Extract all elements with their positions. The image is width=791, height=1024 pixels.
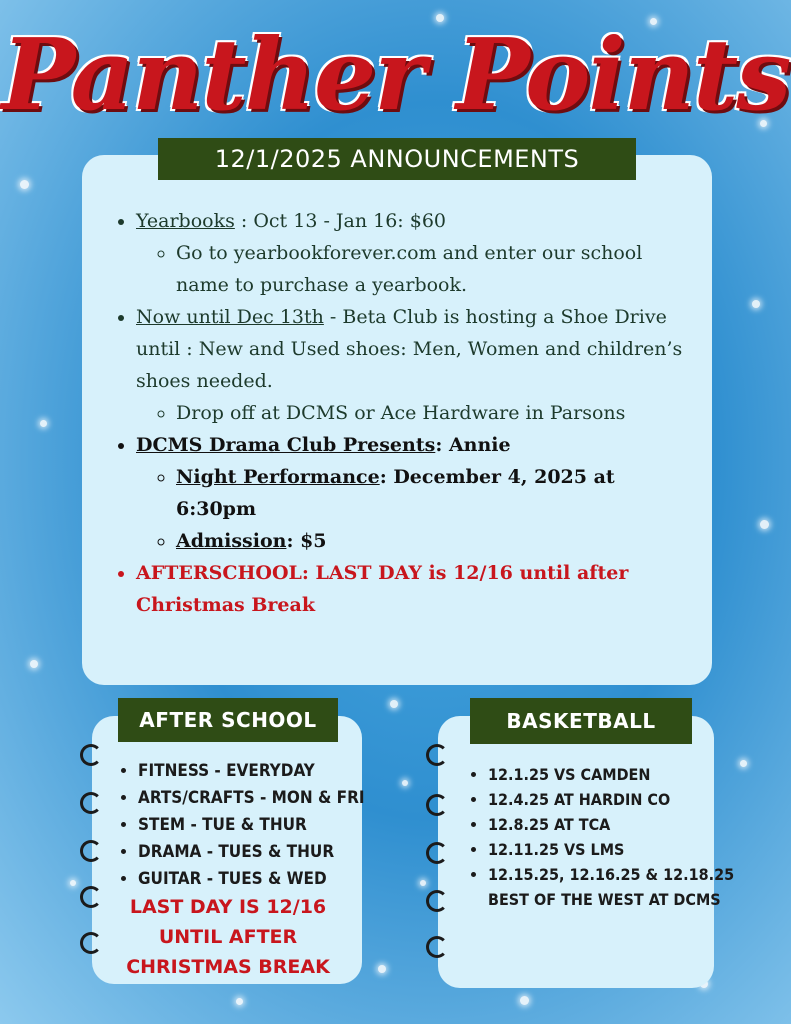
list-item [176, 397, 700, 429]
snow-sparkle [752, 300, 760, 308]
yearbooks-text: : Oct 13 - Jan 16: $60 [234, 210, 447, 232]
drama-label: DCMS Drama Club Presents [136, 434, 436, 456]
ring-binder-icon [80, 744, 102, 766]
list-item: • 12.15.25, 12.16.25 & 12.18.25 BEST OF THE WEST AT DCMS [488, 862, 738, 912]
list-item [176, 461, 700, 525]
after-school-note: LAST DAY IS 12/16 UNTIL AFTER CHRISTMAS BREAK [126, 896, 330, 978]
ring-binder-icon [80, 840, 102, 862]
list-item: • 12.11.25 VS LMS [488, 837, 738, 862]
snow-sparkle [378, 965, 386, 973]
shoe-drive-sub: Drop off at DCMS or Ace Hardware in Parsons [176, 402, 626, 424]
list-item [136, 429, 700, 557]
list-item [136, 557, 700, 621]
ring-binder-icon [80, 792, 102, 814]
night-performance-text: : December 4, 2025 at 6:30pm [176, 466, 615, 520]
snow-sparkle [20, 180, 29, 189]
basketball-list [462, 762, 738, 912]
list-item [176, 525, 700, 557]
ring-binder-icon [80, 886, 102, 908]
list-item [136, 301, 700, 429]
date-banner: 12/1/2025 ANNOUNCEMENTS [158, 138, 636, 180]
snow-sparkle [420, 880, 426, 886]
announcements-list [100, 205, 700, 621]
list-item [136, 205, 700, 301]
basketball-header: BASKETBALL [470, 698, 692, 744]
snow-sparkle [740, 760, 747, 767]
yearbooks-label: Yearbooks [136, 210, 235, 232]
snow-sparkle [402, 780, 408, 786]
list-item: • GUITAR - TUES & WED [138, 866, 365, 893]
shoe-drive-text: - Beta Club is hosting a Shoe Drive until : New and Used shoes: Men, Women and children’s shoes needed. [136, 306, 683, 392]
ring-binder-icon [426, 842, 448, 864]
list-item: • ARTS/CRAFTS - MON & FRI [138, 785, 365, 812]
list-item: • 12.1.25 VS CAMDEN [488, 762, 738, 787]
yearbooks-sub: Go to yearbookforever.com and enter our school name to purchase a yearbook. [176, 242, 643, 296]
ring-binder-icon [426, 936, 448, 958]
ring-binder-icon [80, 932, 102, 954]
list-item: • 12.8.25 AT TCA [488, 812, 738, 837]
list-item: • FITNESS - EVERYDAY [138, 758, 365, 785]
ring-binder-icon [426, 890, 448, 912]
snow-sparkle [760, 520, 769, 529]
snow-sparkle [70, 880, 76, 886]
after-school-list [112, 758, 365, 893]
after-school-header: AFTER SCHOOL [118, 698, 338, 742]
ring-binder-icon [426, 744, 448, 766]
snow-sparkle [520, 996, 529, 1005]
list-item: • STEM - TUE & THUR [138, 812, 365, 839]
snow-sparkle [30, 660, 38, 668]
snow-sparkle [390, 700, 398, 708]
list-item: • DRAMA - TUES & THUR [138, 839, 365, 866]
list-item: • 12.4.25 AT HARDIN CO [488, 787, 738, 812]
afterschool-notice: AFTERSCHOOL: LAST DAY is 12/16 until after Christmas Break [136, 562, 629, 616]
admission-text: : $5 [286, 530, 327, 552]
page-title: Panther Points [1, 18, 790, 133]
admission-label: Admission [176, 530, 287, 552]
drama-text: : Annie [435, 434, 511, 456]
snow-sparkle [40, 420, 47, 427]
list-item [176, 237, 700, 301]
ring-binder-icon [426, 794, 448, 816]
night-performance-label: Night Performance [176, 466, 380, 488]
snow-sparkle [236, 998, 243, 1005]
shoe-drive-label: Now until Dec 13th [136, 306, 324, 328]
